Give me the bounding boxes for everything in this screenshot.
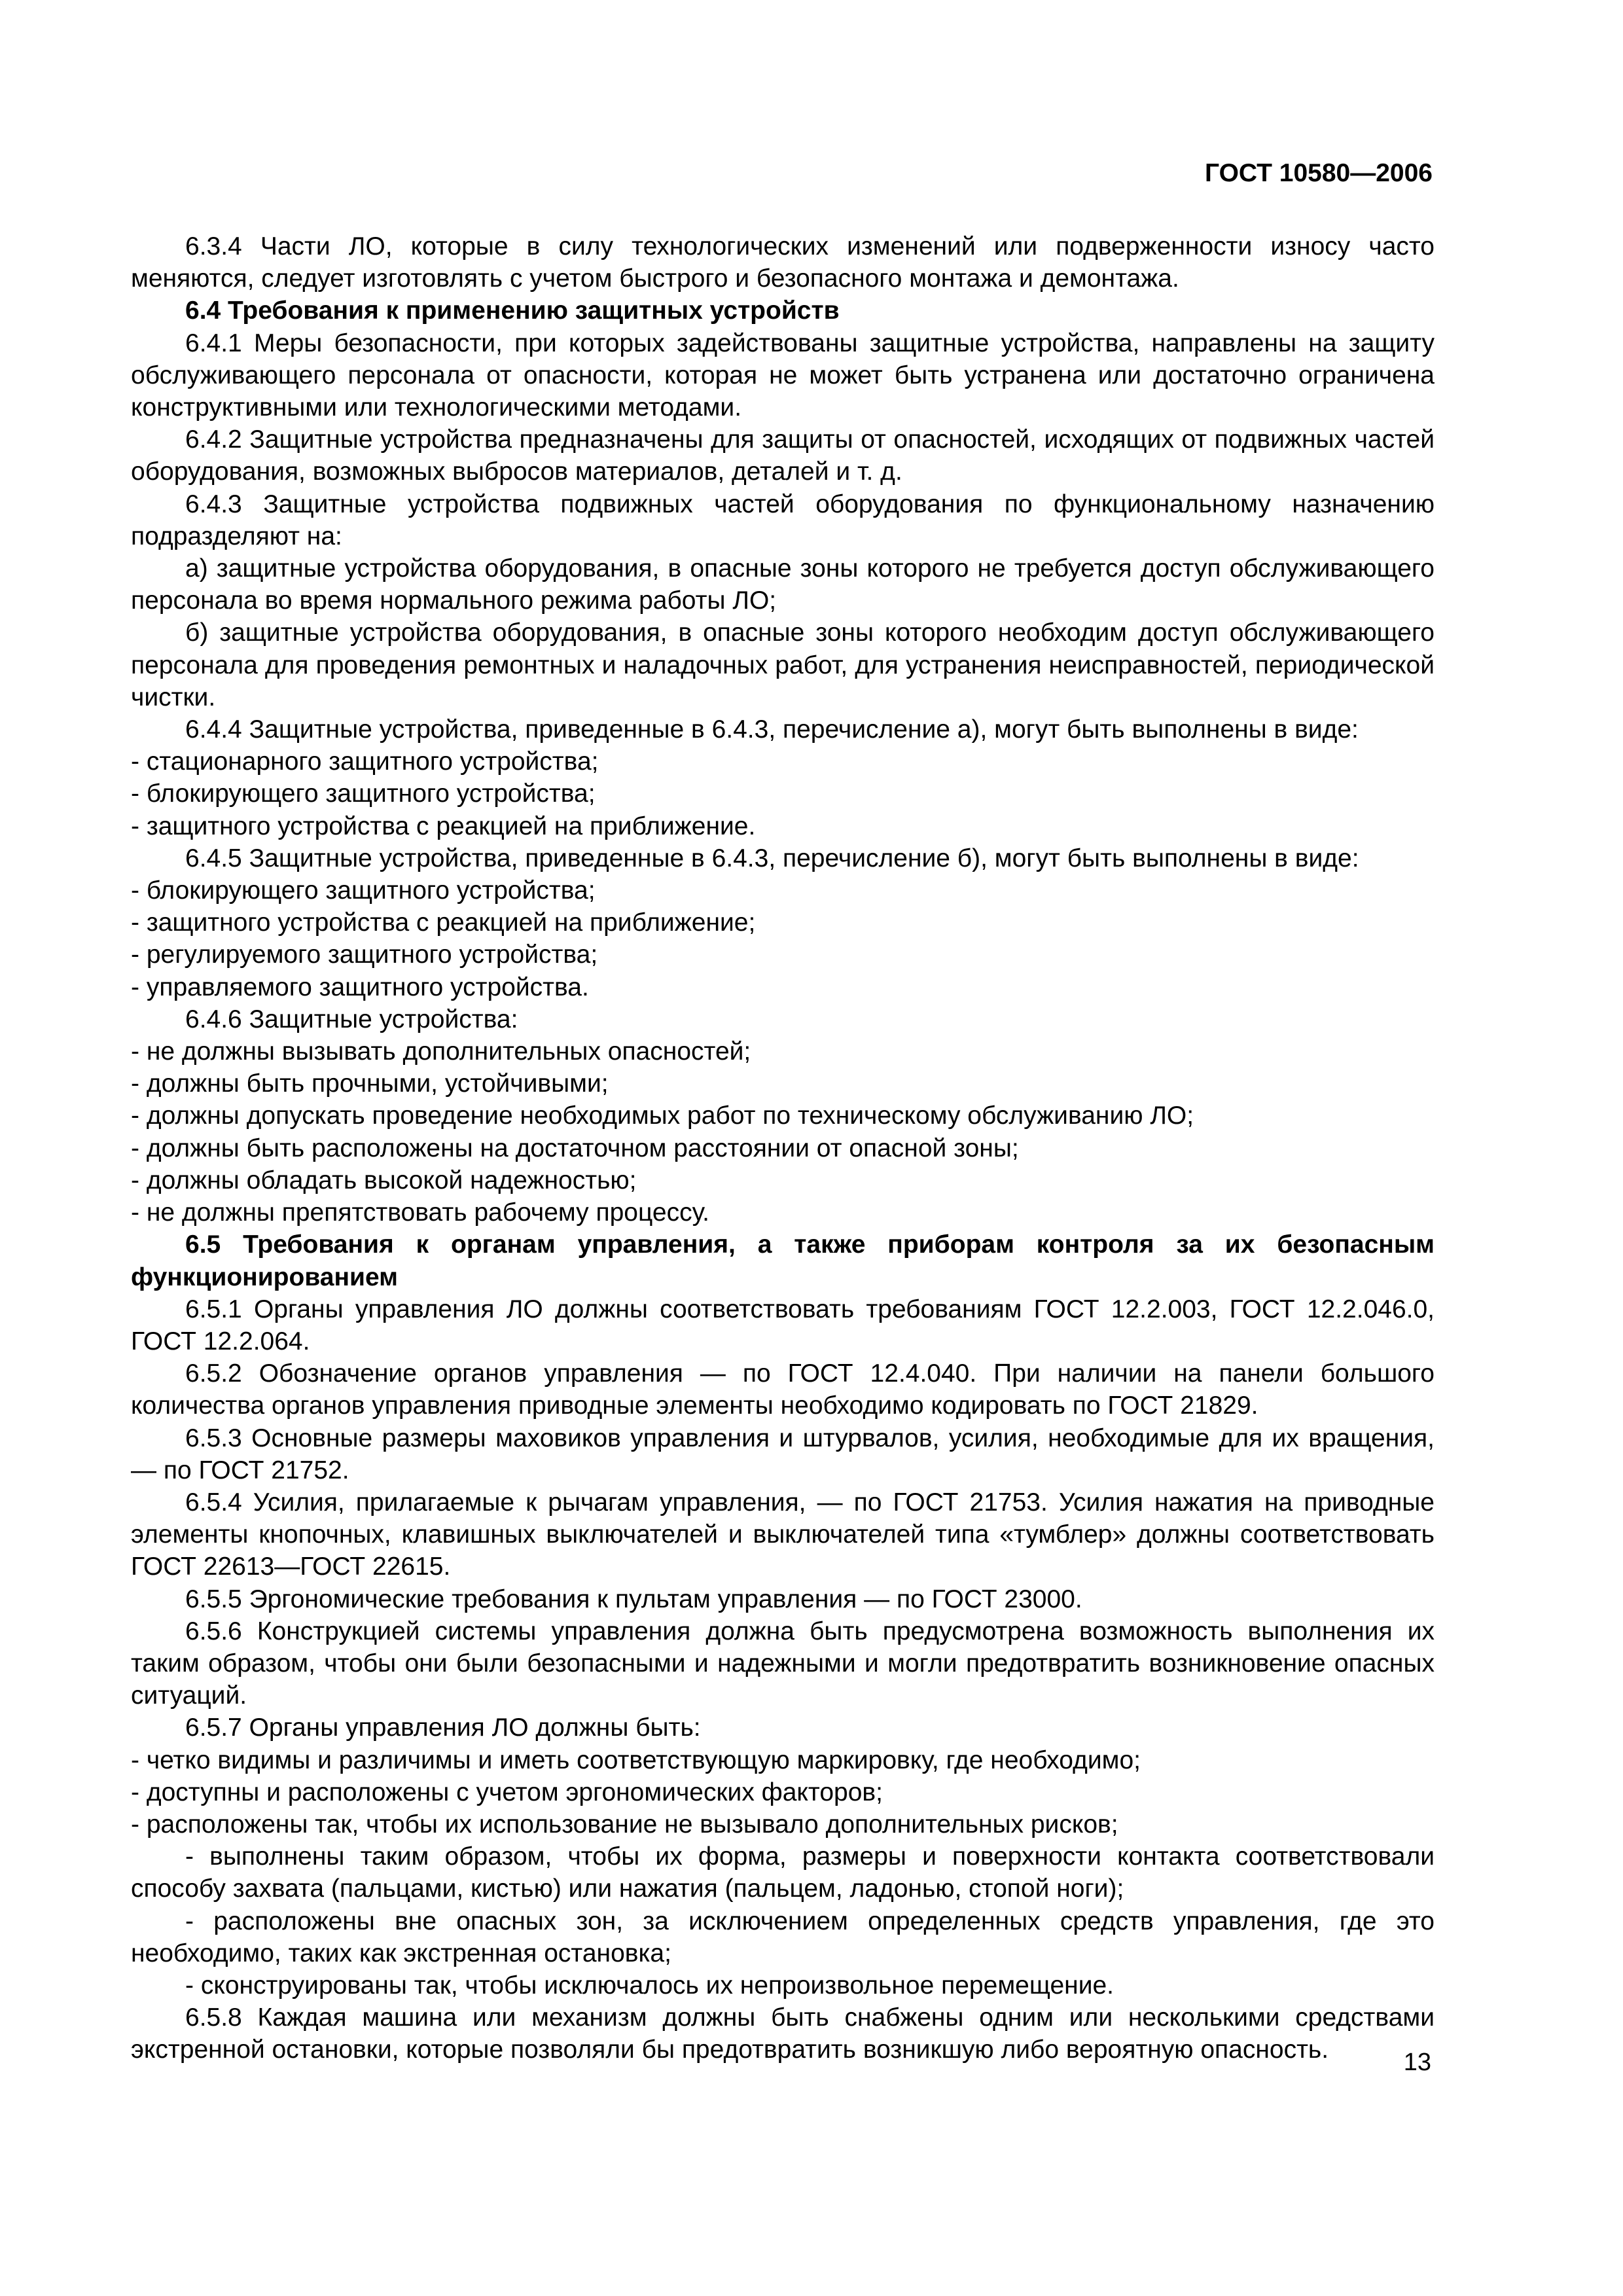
paragraph: 6.5.4 Усилия, прилагаемые к рычагам управления, — по ГОСТ 21753. Усилия нажатия на приводные элементы кнопочных, клавишных выключателей и выключателей типа «тумблер» должны соответствовать ГОСТ 22613—ГОСТ 22615. <box>131 1488 1435 1581</box>
document-body <box>131 230 1435 2066</box>
list-item: - сконструированы так, чтобы исключалось их непроизвольное перемещение. <box>185 1971 1115 2000</box>
list-item: - должны быть прочными, устойчивыми; <box>131 1069 609 1098</box>
page-number: 13 <box>1403 2049 1431 2076</box>
list-item: - расположены вне опасных зон, за исключением определенных средств управления, где это необходимо, таких как экстренная остановка; <box>131 1907 1435 1967</box>
list-item: - четко видимы и различимы и иметь соответствующую маркировку, где необходимо; <box>131 1746 1141 1774</box>
section-heading: 6.4 Требования к применению защитных устройств <box>185 296 840 325</box>
list-item: - не должны вызывать дополнительных опасностей; <box>131 1037 751 1066</box>
section-heading: 6.5 Требования к органам управления, а также приборам контроля за их безопасным функционированием <box>131 1230 1435 1291</box>
paragraph: 6.5.8 Каждая машина или механизм должны быть снабжены одним или несколькими средствами экстренной остановки, которые позволяли бы предотвратить возникшую либо вероятную опасность. <box>131 2003 1435 2064</box>
paragraph: 6.5.6 Конструкцией системы управления должна быть предусмотрена возможность выполнения их таким образом, чтобы они были безопасными и надежными и могли предотвратить возникновение опасных ситуаций. <box>131 1617 1435 1710</box>
list-item: - регулируемого защитного устройства; <box>131 941 598 969</box>
paragraph: 6.5.5 Эргономические требования к пультам управления — по ГОСТ 23000. <box>185 1585 1082 1613</box>
paragraph: 6.4.4 Защитные устройства, приведенные в 6.4.3, перечисление а), могут быть выполнены в виде: <box>185 715 1359 744</box>
list-item: - блокирующего защитного устройства; <box>131 876 596 905</box>
list-item: - блокирующего защитного устройства; <box>131 780 596 808</box>
paragraph: 6.5.1 Органы управления ЛО должны соответствовать требованиям ГОСТ 12.2.003, ГОСТ 12.2.046.0, ГОСТ 12.2.064. <box>131 1295 1435 1355</box>
paragraph: 6.5.7 Органы управления ЛО должны быть: <box>185 1713 701 1742</box>
paragraph: 6.3.4 Части ЛО, которые в силу технологических изменений или подверженности износу часто меняются, следует изготовлять с учетом быстрого и безопасного монтажа и демонтажа. <box>131 232 1435 293</box>
list-item: - не должны препятствовать рабочему процессу. <box>131 1198 710 1227</box>
paragraph: а) защитные устройства оборудования, в опасные зоны которого не требуется доступ обслуживающего персонала во время нормального режима работы ЛО; <box>131 554 1435 615</box>
paragraph: 6.4.2 Защитные устройства предназначены для защиты от опасностей, исходящих от подвижных частей оборудования, возможных выбросов материалов, деталей и т. д. <box>131 425 1435 486</box>
list-item: - управляемого защитного устройства. <box>131 973 589 1001</box>
paragraph: 6.5.2 Обозначение органов управления — по ГОСТ 12.4.040. При наличии на панели большого количества органов управления приводные элементы необходимо кодировать по ГОСТ 21829. <box>131 1359 1435 1420</box>
paragraph: 6.4.6 Защитные устройства: <box>185 1005 518 1033</box>
list-item: - доступны и расположены с учетом эргономических факторов; <box>131 1778 883 1806</box>
list-item: - стационарного защитного устройства; <box>131 747 599 776</box>
paragraph: 6.4.1 Меры безопасности, при которых задействованы защитные устройства, направлены на защиту обслуживающего персонала от опасности, которая не может быть устранена или достаточно ограничена конструктивными или технологическими методами. <box>131 329 1435 422</box>
list-item: - выполнены таким образом, чтобы их форма, размеры и поверхности контакта соответствовали способу захвата (пальцами, кистью) или нажатия (пальцем, ладонью, стопой ноги); <box>131 1842 1435 1903</box>
paragraph: 6.4.5 Защитные устройства, приведенные в 6.4.3, перечисление б), могут быть выполнены в виде: <box>185 844 1359 872</box>
paragraph: б) защитные устройства оборудования, в опасные зоны которого необходим доступ обслуживающего персонала для проведения ремонтных и наладочных работ, для устранения неисправностей, периодической чистки. <box>131 619 1435 711</box>
list-item: - защитного устройства с реакцией на приближение. <box>131 812 756 840</box>
list-item: - должны быть расположены на достаточном расстоянии от опасной зоны; <box>131 1134 1019 1162</box>
list-item: - расположены так, чтобы их использование не вызывало дополнительных рисков; <box>131 1810 1118 1839</box>
list-item: - должны обладать высокой надежностью; <box>131 1166 637 1194</box>
paragraph: 6.4.3 Защитные устройства подвижных частей оборудования по функциональному назначению подразделяют на: <box>131 490 1435 550</box>
paragraph: 6.5.3 Основные размеры маховиков управления и штурвалов, усилия, необходимые для их вращения, — по ГОСТ 21752. <box>131 1424 1435 1484</box>
document-code-header: ГОСТ 10580—2006 <box>1205 159 1433 187</box>
list-item: - защитного устройства с реакцией на приближение; <box>131 908 756 937</box>
list-item: - должны допускать проведение необходимых работ по техническому обслуживанию ЛО; <box>131 1102 1194 1130</box>
